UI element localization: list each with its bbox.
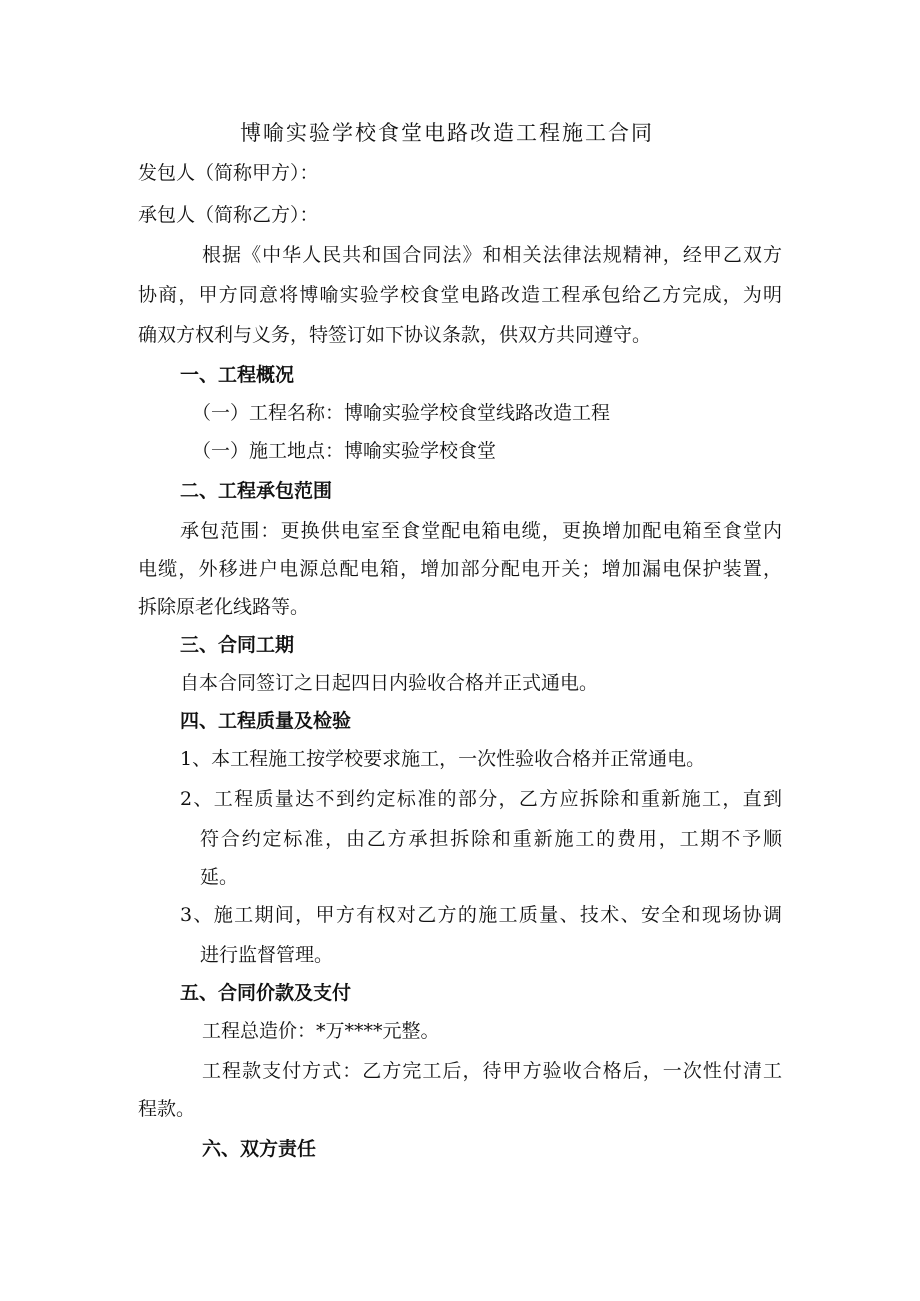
project-location-item: （一）施工地点：博喻实验学校食堂 [192,440,497,462]
section-1-heading: 一、工程概况 [180,364,295,386]
quality-item-2-line-3: 延。 [200,866,239,888]
section-2-heading: 二、工程承包范围 [180,480,333,502]
party-b-line: 承包人（简称乙方）： [138,204,319,226]
section-3-heading: 三、合同工期 [180,634,295,656]
scope-line-3: 拆除原老化线路等。 [138,596,310,618]
payment-line-1: 工程款支付方式：乙方完工后，待甲方验收合格后，一次性付清工 [202,1060,782,1082]
intro-line-3: 确双方权利与义务，特签订如下协议条款，供双方共同遵守。 [138,324,652,346]
schedule-text: 自本合同签订之日起四日内验收合格并正式通电。 [180,672,599,694]
scope-line-1: 承包范围：更换供电室至食堂配电箱电缆，更换增加配电箱至食堂内 [180,520,782,542]
section-6-heading: 六、双方责任 [202,1138,317,1160]
document-title: 博喻实验学校食堂电路改造工程施工合同 [240,121,654,145]
quality-item-2-line-1: 2、工程质量达不到约定标准的部分，乙方应拆除和重新施工，直到 [180,788,782,810]
intro-line-2: 协商，甲方同意将博喻实验学校食堂电路改造工程承包给乙方完成，为明 [138,284,782,306]
quality-item-3-line-1: 3、施工期间，甲方有权对乙方的施工质量、技术、安全和现场协调 [180,904,782,926]
section-4-heading: 四、工程质量及检验 [180,710,352,732]
payment-line-2: 程款。 [138,1098,196,1120]
project-name-item: （一）工程名称：博喻实验学校食堂线路改造工程 [192,402,611,424]
scope-line-2: 电缆，外移进户电源总配电箱，增加部分配电开关；增加漏电保护装置， [138,558,782,580]
total-price: 工程总造价：*万****元整。 [202,1020,440,1042]
section-5-heading: 五、合同价款及支付 [180,982,352,1004]
quality-item-2-line-2: 符合约定标准，由乙方承担拆除和重新施工的费用，工期不予顺 [200,828,782,850]
intro-line-1: 根据《中华人民共和国合同法》和相关法律法规精神，经甲乙双方 [202,244,782,266]
party-a-line: 发包人（简称甲方）： [138,162,319,184]
quality-item-3-line-2: 进行监督管理。 [200,944,334,966]
quality-item-1: 1、本工程施工按学校要求施工，一次性验收合格并正常通电。 [180,748,706,770]
